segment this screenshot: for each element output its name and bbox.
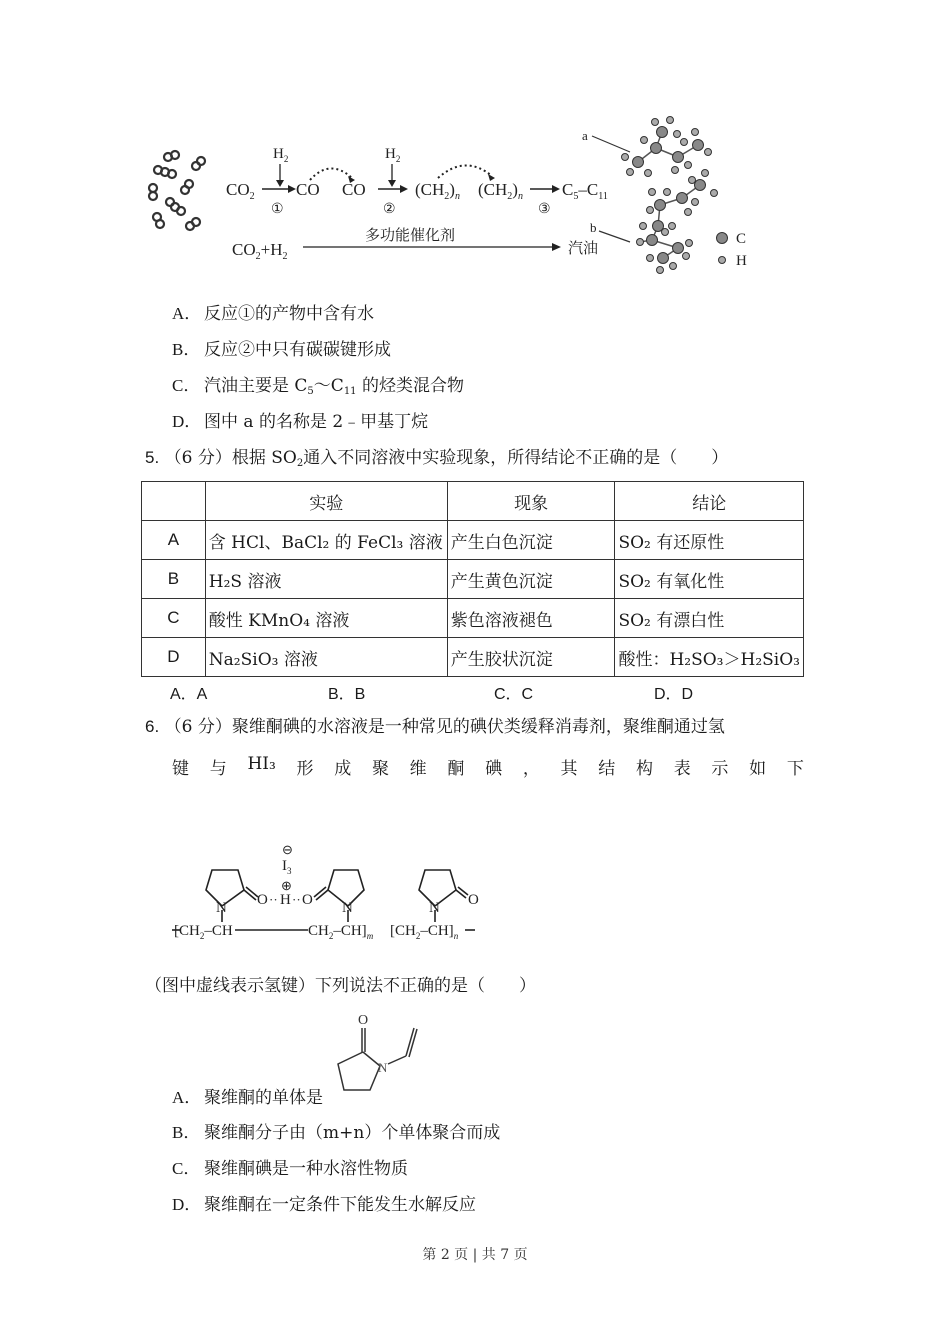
- svg-text:CO2+H2: $CO_2+H_2$: [232, 240, 288, 262]
- row-label: B: [142, 560, 206, 599]
- table-row: [142, 560, 804, 599]
- svg-text:CO2: $CO_2$: [226, 180, 255, 202]
- svg-text:⊕: ⊕: [281, 878, 292, 893]
- q5-stem: 5. （6 分）根据 $SO_2$通入不同溶液中实验现象，所得结论不正确的是（ ）: [145, 448, 729, 469]
- svg-text:CO: CO: [342, 180, 366, 199]
- cell-experiment: 含 HCl、BaCl₂ 的 FeCl₃ 溶液: [205, 521, 447, 560]
- cell-conclusion: SO₂ 有还原性: [615, 521, 804, 560]
- q6-stem-line2: 键 与 HI₃ 形 成 聚 维 酮 碘 ， 其 结 构 表 示 如 下: [172, 754, 804, 779]
- svg-text:H2: $H_2$: [385, 146, 401, 164]
- q5-choice-b: B．B: [328, 686, 366, 703]
- svg-text:[CH2–CH]n: $[CH_2-CH]_n$: [390, 923, 459, 941]
- table-row: [142, 638, 804, 677]
- svg-text:③: ③: [538, 202, 551, 217]
- table-row: [142, 599, 804, 638]
- cell-conclusion: SO₂ 有漂白性: [615, 599, 804, 638]
- svg-text:①: ①: [271, 202, 284, 217]
- q6-option-d: D． 聚维酮在一定条件下能发生水解反应: [172, 1195, 476, 1215]
- cell-phenomenon: 产生白色沉淀: [447, 521, 615, 560]
- svg-text:多功能催化剂: 多功能催化剂: [365, 228, 456, 244]
- svg-text:O: O: [257, 892, 268, 908]
- q6-option-b: B． 聚维酮分子由（m+n）个单体聚合而成: [172, 1123, 501, 1143]
- svg-text:C: C: [736, 231, 747, 247]
- svg-text:H: H: [280, 892, 291, 908]
- svg-text:O: O: [358, 1013, 369, 1028]
- q6-option-a: A． 聚维酮的单体是: [172, 1088, 323, 1108]
- header-phenomenon: 现象: [447, 482, 615, 521]
- header-conclusion: 结论: [615, 482, 804, 521]
- svg-text:O: O: [302, 892, 313, 908]
- cell-experiment: H₂S 溶液: [205, 560, 447, 599]
- q5-choice-a: A．A: [170, 686, 208, 703]
- svg-text:②: ②: [383, 202, 396, 217]
- svg-text:汽油: 汽油: [568, 241, 599, 257]
- svg-text:C5–C11: $C_5-C_{11}$: [562, 180, 608, 202]
- svg-text:(CH2)n: $(CH_2)_n$: [478, 180, 523, 202]
- row-label: D: [142, 638, 206, 677]
- nvp-monomer-structure: [330, 1008, 420, 1118]
- svg-text:N: N: [216, 900, 227, 916]
- header-blank: [142, 482, 206, 521]
- povidone-iodine-structure: [160, 830, 490, 950]
- svg-text:··: ··: [292, 892, 301, 907]
- q5-choice-c: C．C: [494, 686, 534, 703]
- hydrogen-ball-icon: [719, 257, 726, 264]
- label-b: b: [590, 220, 597, 235]
- q4-option-a: A． 反应①的产物中含有水: [172, 304, 374, 324]
- svg-text:⊖: ⊖: [282, 842, 293, 857]
- svg-text:(CH2)n: $(CH_2)_n$: [415, 180, 460, 202]
- carbon-ball-icon: [717, 233, 728, 244]
- table-row: [142, 521, 804, 560]
- q6-option-c: C． 聚维酮碘是一种水溶性物质: [172, 1159, 408, 1179]
- svg-text:H2: $H_2$: [273, 146, 289, 164]
- q4-option-b: B． 反应②中只有碳碳键形成: [172, 340, 391, 360]
- row-label: A: [142, 521, 206, 560]
- cell-conclusion: 酸性：H₂SO₃＞H₂SiO₃: [615, 638, 804, 677]
- svg-text:N: N: [378, 1060, 388, 1075]
- page-footer: 第 2 页 | 共 7 页: [422, 1247, 528, 1263]
- q6-stem-line1: 6. （6 分）聚维酮碘的水溶液是一种常见的碘伏类缓释消毒剂，聚维酮通过氢: [145, 717, 725, 737]
- cell-phenomenon: 产生胶状沉淀: [447, 638, 615, 677]
- svg-text:CH2–CH]m: $CH_2-CH]_m$: [308, 923, 374, 941]
- q6-stem-line3: （图中虚线表示氢键）下列说法不正确的是（ ）: [145, 976, 536, 996]
- q5-experiment-table: [141, 481, 804, 677]
- q4-option-c: C． 汽油主要是 $C_5\sim C_{11}$ 的烃类混合物: [172, 376, 464, 397]
- svg-text:CO: CO: [296, 180, 320, 199]
- svg-text:O: O: [468, 892, 479, 908]
- reaction-scheme-figure: [140, 110, 780, 280]
- svg-text:I3: $I_3$: [282, 858, 292, 876]
- cell-phenomenon: 产生黄色沉淀: [447, 560, 615, 599]
- svg-text:N: N: [342, 900, 353, 916]
- table-header-row: [142, 482, 804, 521]
- q5-choice-d: D．D: [654, 686, 694, 703]
- header-experiment: 实验: [205, 482, 447, 521]
- cell-experiment: 酸性 KMnO₄ 溶液: [205, 599, 447, 638]
- label-a: a: [582, 128, 588, 143]
- cell-conclusion: SO₂ 有氧化性: [615, 560, 804, 599]
- co2-molecules-icon: [149, 151, 205, 230]
- cell-experiment: Na₂SiO₃ 溶液: [205, 638, 447, 677]
- svg-text:··: ··: [269, 892, 278, 907]
- q4-option-d: D． 图中 a 的名称是 2﹣甲基丁烷: [172, 412, 429, 432]
- svg-text:N: N: [429, 900, 440, 916]
- svg-text:H: H: [736, 253, 747, 269]
- row-label: C: [142, 599, 206, 638]
- svg-text:[CH2–CH: [$CH_2-CH$: [174, 923, 233, 941]
- cell-phenomenon: 紫色溶液褪色: [447, 599, 615, 638]
